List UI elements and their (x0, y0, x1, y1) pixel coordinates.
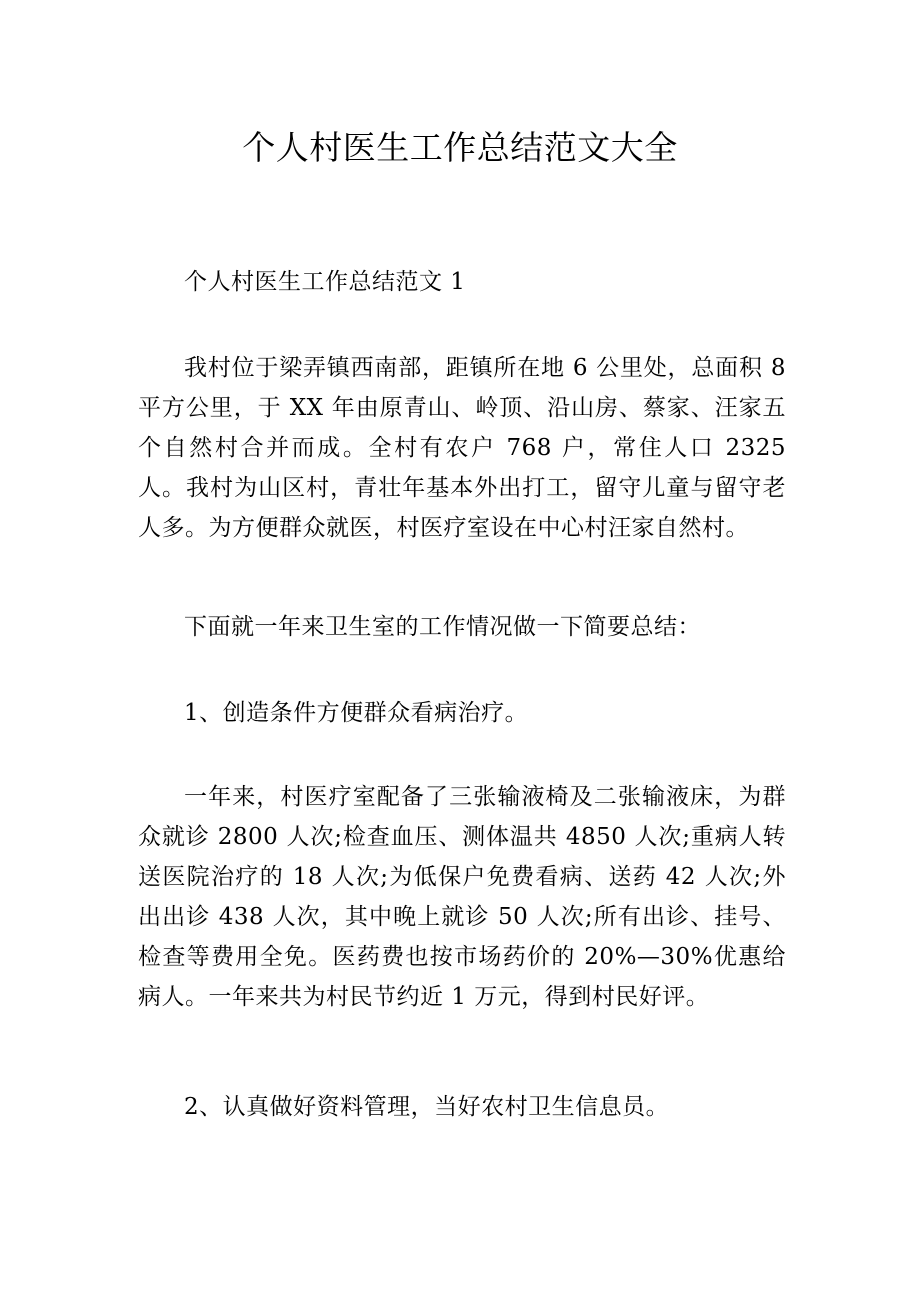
section-subtitle: 个人村医生工作总结范文 1 (184, 269, 466, 295)
intro-paragraph: 我村位于梁弄镇西南部，距镇所在地 6 公里处，总面积 8 平方公里，于 XX 年由原青山、岭顶、沿山房、蔡家、汪家五个自然村合并而成。全村有农户 768 户，常住人口 2325 人。我村为山区村，青壮年基本外出打工，留守儿童与留守老人多。为方便群众就医，村医疗室设在中心村汪家自然村。 (138, 355, 786, 541)
section-body-1: 一年来，村医疗室配备了三张输液椅及二张输液床，为群众就诊 2800 人次;检查血压、测体温共 4850 人次;重病人转送医院治疗的 18 人次;为低保户免费看病、送药 42 人次;外出出诊 438 人次，其中晚上就诊 50 人次;所有出诊、挂号、检查等费用全免。医药费也按市场药价的 20%—30%优惠给病人。一年来共为村民节约近 1 万元，得到村民好评。 (138, 784, 786, 1010)
section-heading-1: 1、创造条件方便群众看病治疗。 (184, 700, 529, 726)
lead-paragraph: 下面就一年来卫生室的工作情况做一下简要总结： (184, 614, 701, 640)
document-title: 个人村医生工作总结范文大全 (242, 128, 678, 167)
section-heading-2: 2、认真做好资料管理，当好农村卫生信息员。 (184, 1094, 670, 1120)
